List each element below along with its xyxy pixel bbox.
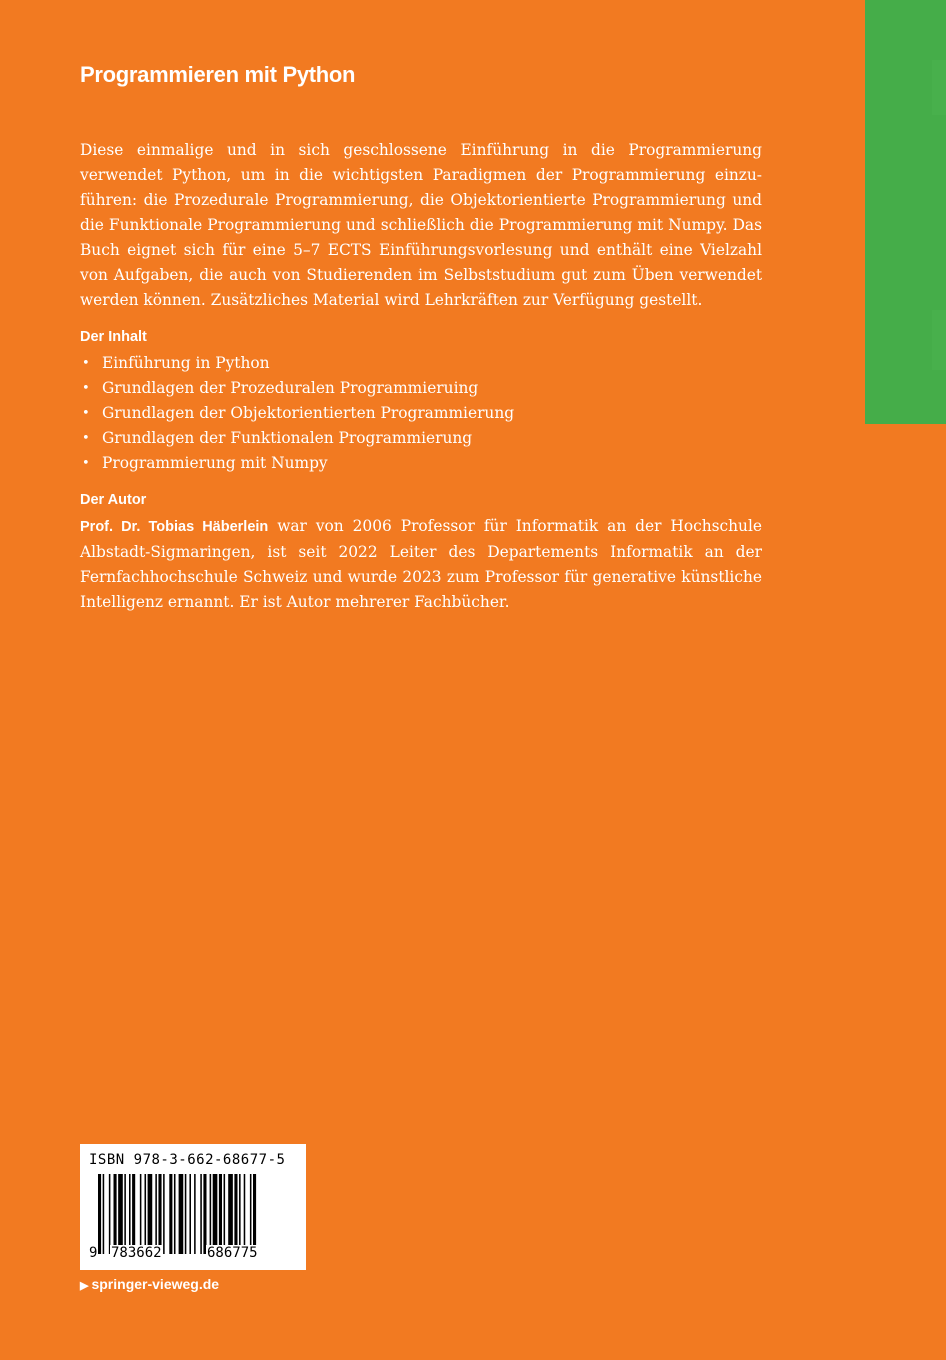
barcode-bar [174,1174,176,1254]
barcode-bar [132,1174,135,1254]
contents-list [80,351,762,476]
barcode-digits [88,1245,298,1265]
bullet-icon: • [82,431,90,446]
barcode-bar [239,1174,241,1254]
barcode-bar [194,1174,196,1254]
barcode-bar [244,1174,246,1254]
green-band-mark [932,60,946,115]
isbn-barcode [80,1144,306,1270]
barcode-bar [98,1174,101,1254]
barcode-bar [210,1174,212,1254]
barcode-bar [169,1174,172,1254]
bullet-icon: • [82,356,90,371]
publisher-link-text: springer-vieweg.de [91,1276,220,1292]
author-name: Prof. Dr. Tobias Häberlein [80,519,269,535]
barcode-bar [228,1174,233,1254]
list-item: • Grundlagen der Prozeduralen Programmieruing [80,376,762,401]
author-heading: Der Autor [80,492,147,508]
barcode-bar [185,1174,187,1254]
barcode-bar [129,1174,131,1254]
list-item: • Einführung in Python [80,351,762,376]
barcode-bar [140,1174,142,1254]
bullet-icon: • [82,406,90,421]
author-bio: war von 2006 Professor für Informatik an der Hochschule Albstadt-Sigmaringen, ist seit 2022 Leiter des Departements Informatik an der Fernfachhochschule Schweiz und wurde 2023 zum Professor für generative künstliche Intelligenz ernannt. Er ist Autor mehrerer Fachbücher. [80,517,762,611]
barcode-digit-group-left: 783662 [111,1245,162,1261]
barcode-bar [148,1174,153,1254]
barcode-bar [109,1174,111,1254]
barcode-bar [234,1174,237,1254]
barcode-bar [114,1174,117,1254]
bullet-icon: • [82,456,90,471]
barcode-bars [98,1174,298,1254]
barcode-bar [203,1174,206,1254]
barcode-bar [179,1174,184,1254]
barcode-bar [103,1174,105,1254]
barcode-bar [250,1174,252,1254]
back-cover-text [80,138,762,615]
barcode-bar [189,1174,191,1254]
barcode-bar [213,1174,218,1254]
barcode-digit-prefix: 9 [89,1245,98,1261]
barcode-bar [224,1174,226,1254]
barcode-bar [200,1174,202,1254]
barcode-bar [253,1174,256,1254]
barcode-bar [158,1174,161,1254]
green-band-mark [932,310,946,370]
barcode-bar [155,1174,157,1254]
intro-paragraph: Diese einmalige und in sich geschlossene Einführung in die Programmierung verwendet Python, um in die wichtigsten Paradigmen der Programmierung einzuführen: die Prozedurale Programmierung, die Objektorientierte Programmierung und die Funktionale Programmierung und schließlich die Programmierung mit Numpy. Das Buch eignet sich für eine 5–7 ECTS Einführungsvorlesung und enthält eine Vielzahl von Aufgaben, die auch von Studierenden im Selbststudium gut zum Üben verwendet werden können. Zusätzliches Material wird Lehrkräften zur Verfügung gestellt. [80,141,762,309]
barcode-digit-group-right: 686775 [207,1245,258,1261]
barcode-bar [118,1174,123,1254]
contents-heading: Der Inhalt [80,329,147,345]
barcode-bar [124,1174,126,1254]
arrow-right-icon: ▶ [80,1280,89,1292]
barcode-bar [163,1174,165,1254]
bullet-icon: • [82,381,90,396]
author-paragraph [80,514,762,615]
publisher-link[interactable] [80,1276,219,1292]
barcode-bar [219,1174,222,1254]
list-item: • Grundlagen der Funktionalen Programmierung [80,426,762,451]
isbn-number: ISBN 978-3-662-68677-5 [89,1152,286,1168]
list-item: • Programmierung mit Numpy [80,451,762,476]
list-item: • Grundlagen der Objektorientierten Programmierung [80,401,762,426]
barcode-bar [145,1174,147,1254]
book-title: Programmieren mit Python [80,62,356,87]
